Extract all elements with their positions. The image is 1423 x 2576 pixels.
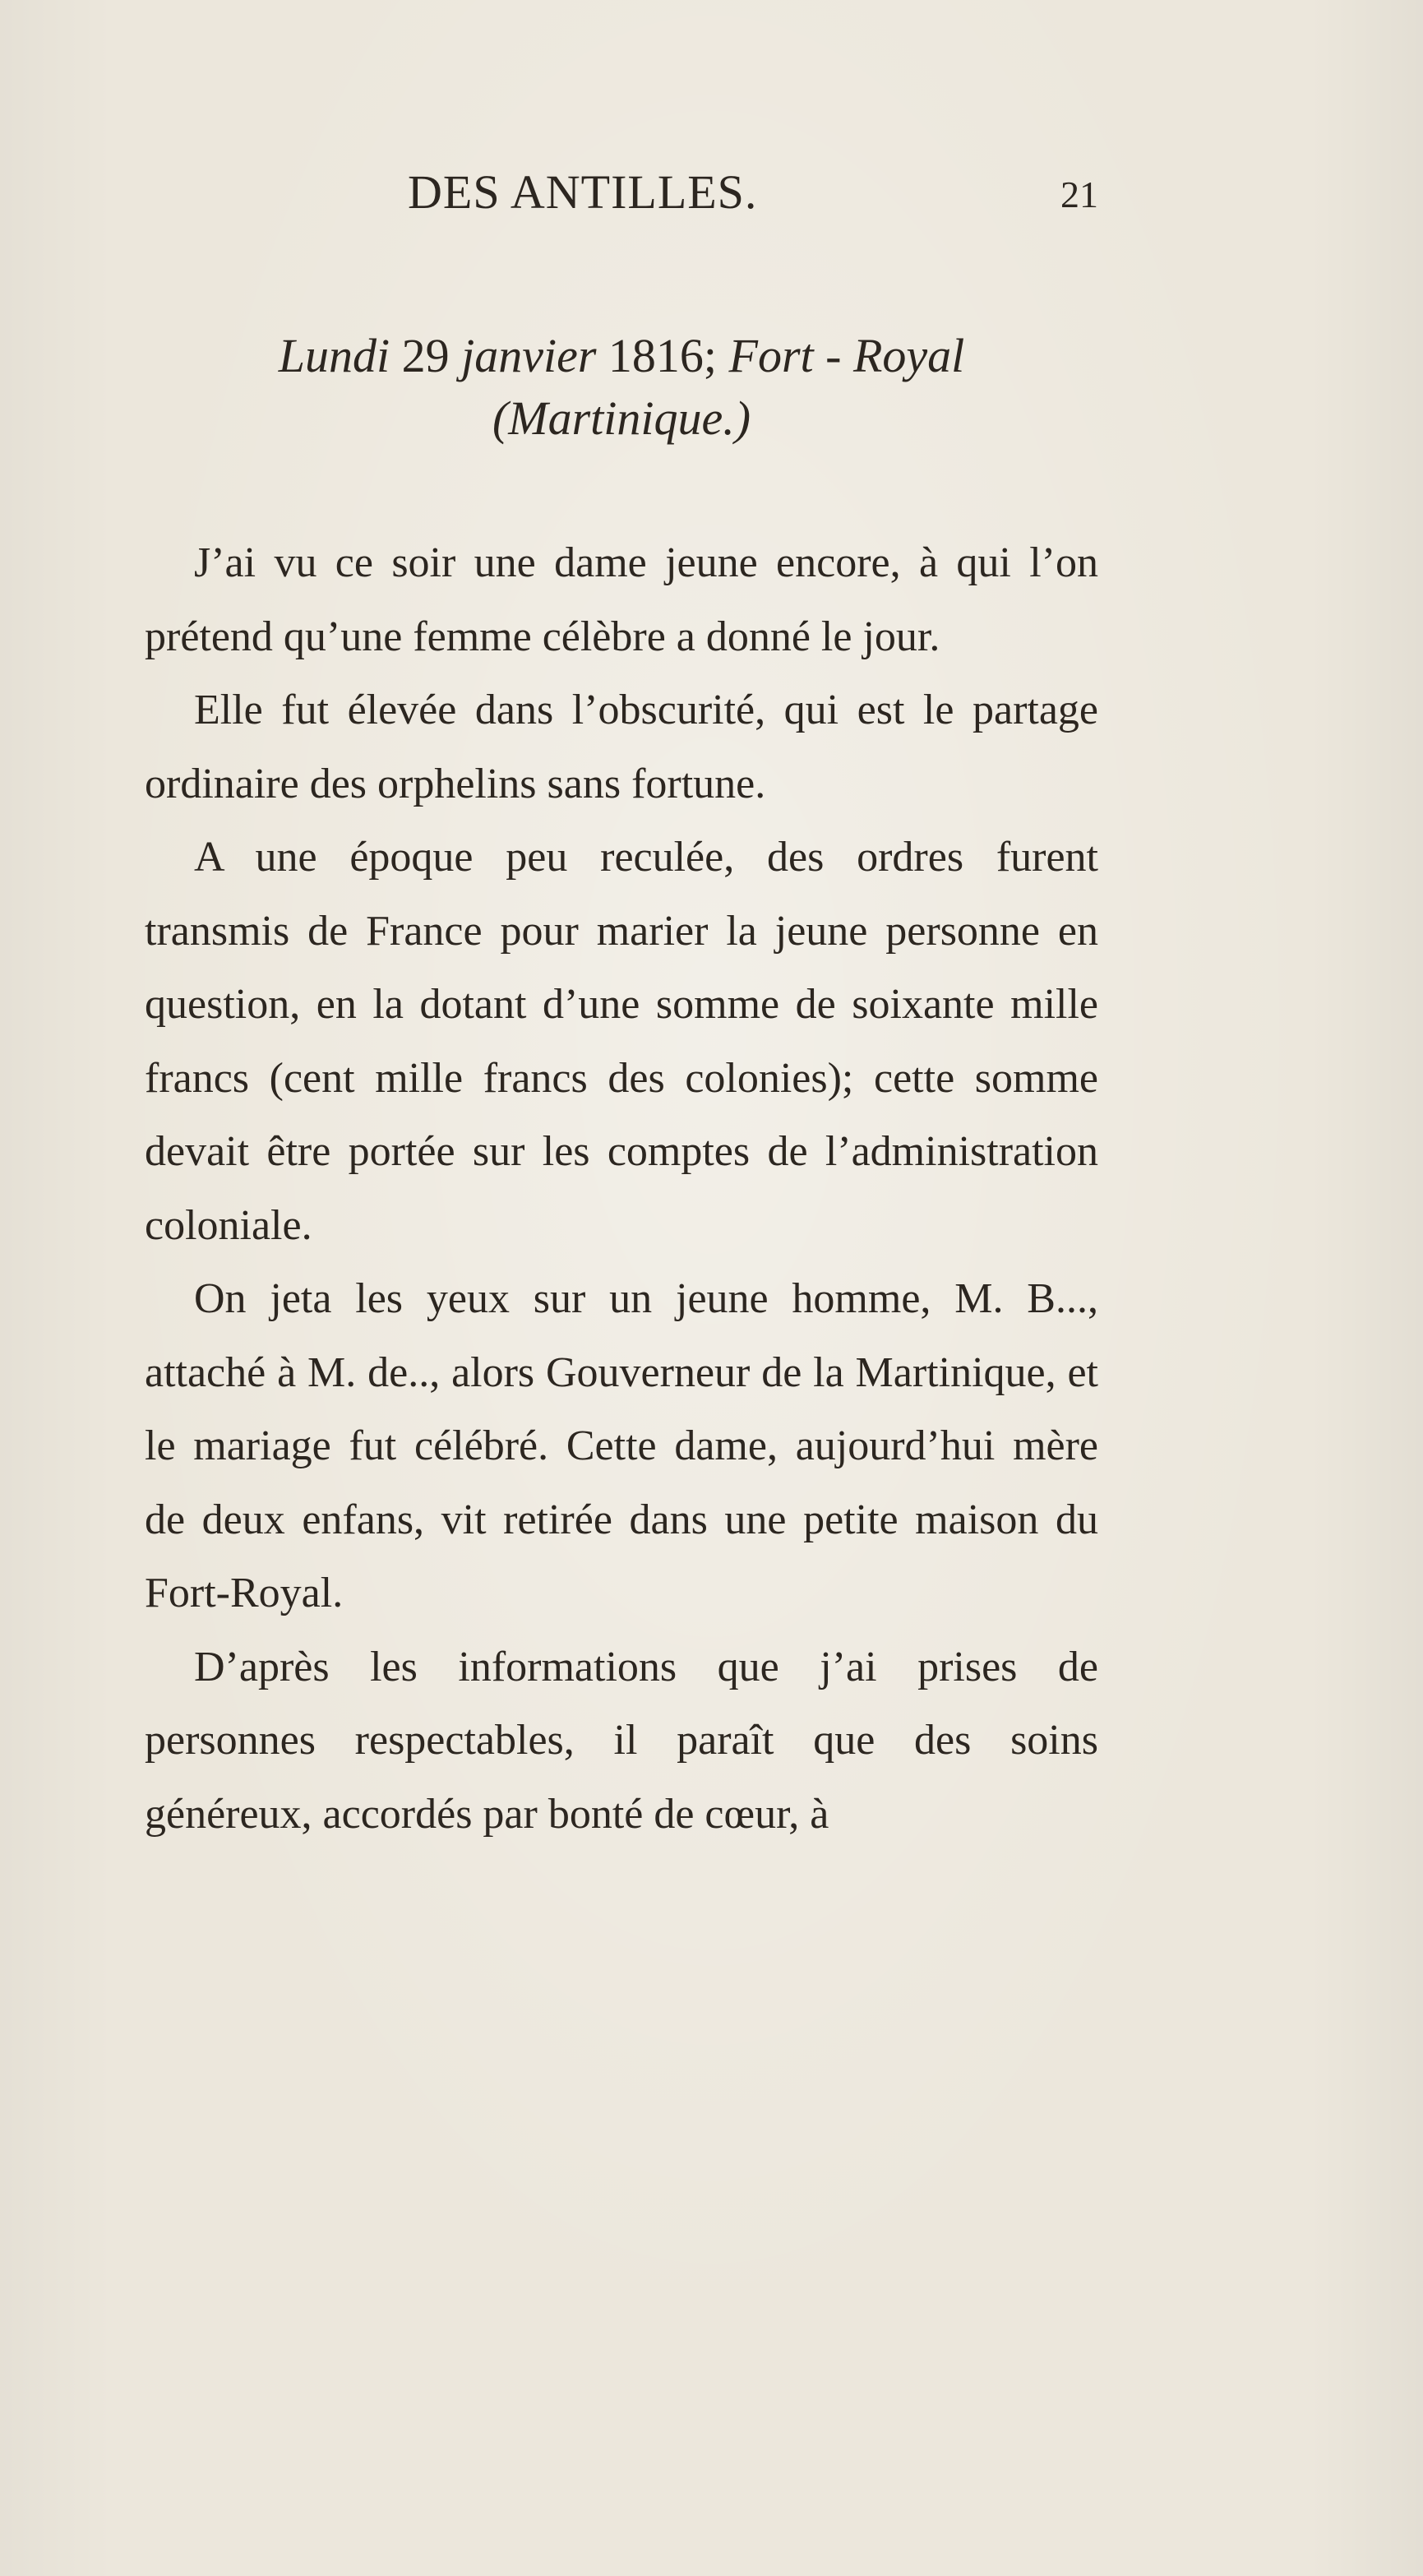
paragraph-4: On jeta les yeux sur un jeune homme, M. B..., attaché à M. de.., alors Gouverneur de la Martinique, et le mariage fut célébré. Cette dame, aujourd’hui mère de deux enfans, vit retirée dans une petite maison du Fort-Royal.	[145, 1275, 1098, 1616]
entry-place: Fort - Royal	[728, 329, 965, 382]
entry-day: Lundi	[278, 329, 390, 382]
paragraph-2: Elle fut élevée dans l’obscurité, qui est le partage ordinaire des orphelins sans fortune.	[145, 687, 1098, 807]
entry-heading-line-2	[145, 387, 1098, 450]
paragraph-1: J’ai vu ce soir une dame jeune encore, à qui l’on prétend qu’une femme célèbre a donné le jour.	[145, 539, 1098, 660]
page-number: 21	[1060, 173, 1098, 215]
running-head	[145, 164, 1098, 222]
running-title: DES ANTILLES.	[408, 165, 758, 219]
entry-heading	[145, 325, 1098, 450]
paragraph-5: D’après les informations que j’ai prises de personnes respectables, il paraît que des soins généreux, accordés par bonté de cœur, à	[145, 1643, 1098, 1838]
body-text	[145, 526, 1098, 1851]
entry-separator: ;	[703, 329, 718, 382]
entry-heading-line-1	[145, 325, 1098, 387]
entry-date-number: 29	[401, 329, 450, 382]
entry-month: janvier	[461, 329, 597, 382]
paragraph-3: A une époque peu reculée, des ordres furent transmis de France pour marier la jeune personne en question, en la dotant d’une somme de soixante mille francs (cent mille francs des colonies); cette somme devait être portée sur les comptes de l’administration coloniale.	[145, 834, 1098, 1249]
entry-year: 1816	[608, 329, 704, 382]
entry-region: (Martinique.)	[492, 391, 751, 445]
